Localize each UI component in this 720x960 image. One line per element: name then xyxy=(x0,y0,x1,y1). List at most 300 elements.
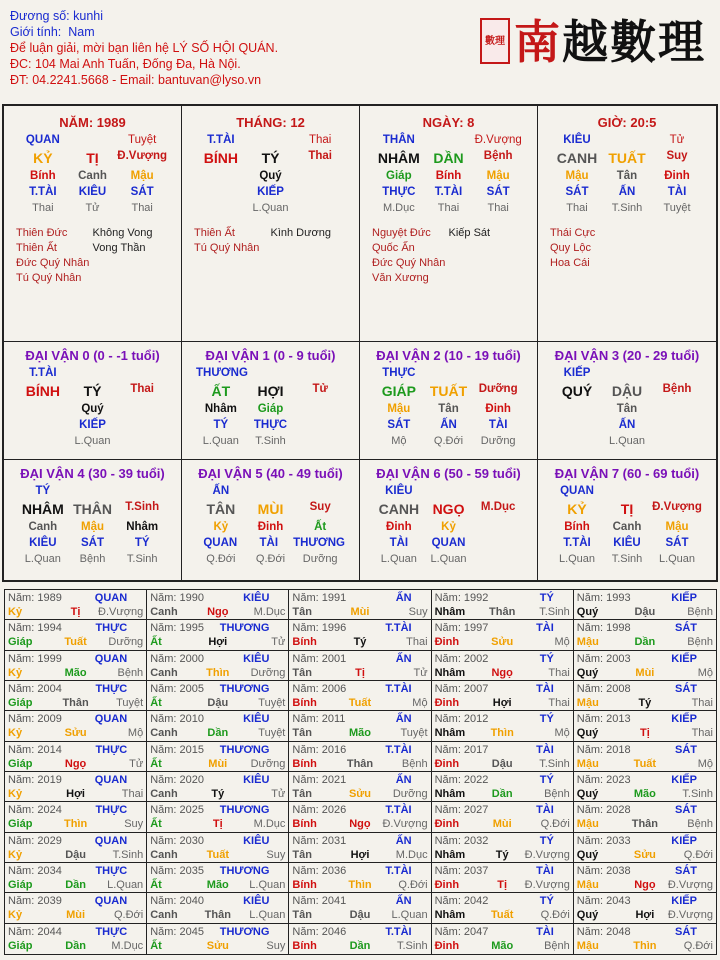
year-label: Năm: 2030 xyxy=(150,834,204,847)
row-phase-cell: Thai xyxy=(487,202,509,214)
year-cell xyxy=(147,651,289,681)
row-stem-cell: Dưỡng xyxy=(478,383,518,395)
year-cell xyxy=(147,590,289,620)
year-stem: Tân xyxy=(292,727,312,740)
year-bottom-row xyxy=(435,605,570,619)
pillar-title: NĂM: 1989 xyxy=(59,115,126,130)
year-ten-god: ẤN xyxy=(395,652,412,665)
row-ten xyxy=(182,367,359,379)
year-top-row xyxy=(292,743,427,757)
year-bottom-row xyxy=(435,726,570,740)
year-top-row xyxy=(150,652,285,666)
star-item: Thiên Đức xyxy=(16,227,68,239)
year-cell xyxy=(147,863,289,893)
row-hidden-ten-cell xyxy=(295,419,345,431)
year-ten-god: T.TÀI xyxy=(385,622,412,635)
row-hidden-cell xyxy=(552,403,602,415)
year-branch: Dần xyxy=(491,788,513,800)
year-phase: Tuyệt xyxy=(258,727,286,740)
year-stem: Bính xyxy=(292,636,317,649)
year-cell xyxy=(432,590,574,620)
row-hidden-cell: Bính xyxy=(435,170,462,182)
year-label: Năm: 2000 xyxy=(150,652,204,665)
row-hidden-ten xyxy=(182,186,359,198)
row-hidden xyxy=(182,170,359,182)
row-phase-cell: T.Sinh xyxy=(255,435,286,447)
owner-name: kunhi xyxy=(73,9,104,23)
row-phase-cell xyxy=(552,435,602,447)
year-bottom-row xyxy=(150,817,285,831)
logo-text: 南越數理 xyxy=(514,15,706,69)
star-item xyxy=(449,241,526,256)
row-hidden-cell: Canh xyxy=(28,521,58,533)
year-cell xyxy=(289,863,431,893)
year-stem: Mậu xyxy=(576,636,599,649)
year-phase: M.Dục xyxy=(395,848,428,861)
year-top-row xyxy=(292,712,427,726)
row-hidden-ten-cell: SÁT xyxy=(486,186,510,198)
star-item: Nguyệt Đức xyxy=(372,227,431,239)
year-ten-god: THƯƠNG xyxy=(219,683,270,695)
year-label: Năm: 2032 xyxy=(434,834,489,847)
year-branch: Thân xyxy=(62,697,89,709)
year-stem: Đinh xyxy=(434,697,460,709)
row-hidden-ten-cell: T.TÀI xyxy=(434,186,463,198)
row-phase-cell: Thai xyxy=(32,202,54,214)
year-cell xyxy=(289,772,431,802)
star-item xyxy=(449,271,526,286)
row-ten xyxy=(182,485,359,497)
row-hidden-ten-cell: SÁT xyxy=(665,537,689,549)
row-ten-cell xyxy=(424,367,474,379)
year-label: Năm: 2048 xyxy=(576,925,631,938)
year-label: Năm: 2047 xyxy=(434,925,489,938)
year-stem: Mậu xyxy=(576,697,599,709)
dai-van-cell xyxy=(182,460,360,580)
row-phase-cell: Q.Đới xyxy=(433,435,464,447)
row-stem-cell: CANH xyxy=(556,150,598,166)
year-cell xyxy=(574,802,716,832)
year-ten-god: ẤN xyxy=(395,834,412,847)
dai-van-title: ĐẠI VẬN 3 (20 - 29 tuổi) xyxy=(554,348,700,363)
row-hidden-cell: Ất xyxy=(314,521,327,533)
year-ten-god: SÁT xyxy=(674,865,697,877)
year-ten-god: KIÊU xyxy=(243,895,270,908)
row-phase xyxy=(538,202,716,214)
year-label: Năm: 1989 xyxy=(8,592,62,604)
gender-line: Giới tính: Nam xyxy=(10,25,95,39)
year-branch: Mão xyxy=(491,939,514,952)
year-phase: Đ.Vượng xyxy=(382,818,428,831)
row-stem-cell: BÍNH xyxy=(25,383,60,399)
row-phase xyxy=(360,202,537,214)
row-hidden-ten-cell: KIÊU xyxy=(613,537,641,549)
gender-value: Nam xyxy=(68,25,95,39)
row-hidden-cell xyxy=(295,403,345,415)
year-cell xyxy=(289,893,431,923)
year-top-row xyxy=(150,864,285,878)
year-bottom-row xyxy=(577,817,713,831)
row-phase-cell: T.Sinh xyxy=(611,553,643,565)
row-stem-cell: CANH xyxy=(378,501,420,517)
dai-van-cell xyxy=(538,460,716,580)
row-ten-cell xyxy=(117,485,167,497)
year-ten-god: KIÊU xyxy=(243,834,270,847)
year-stem: Ất xyxy=(150,757,162,770)
year-ten-god: SÁT xyxy=(674,683,697,695)
year-label: Năm: 2001 xyxy=(292,652,347,665)
year-phase: Mộ xyxy=(127,727,144,740)
year-branch: Hợi xyxy=(66,788,85,800)
year-cell xyxy=(5,924,147,954)
row-ten-cell: Tuyệt xyxy=(128,134,157,146)
year-label: Năm: 1999 xyxy=(8,652,62,665)
dai-van-title: ĐẠI VẬN 1 (0 - 9 tuổi) xyxy=(205,348,336,363)
year-bottom-row xyxy=(435,939,570,953)
year-ten-god: KIẾP xyxy=(671,713,697,726)
year-label: Năm: 2039 xyxy=(8,895,62,908)
year-phase: Tử xyxy=(129,757,144,770)
year-stem: Ất xyxy=(150,939,162,952)
row-hidden-ten-cell xyxy=(652,419,702,431)
year-bottom-row xyxy=(8,817,143,831)
year-cell xyxy=(432,863,574,893)
year-top-row xyxy=(435,773,570,787)
star-item: Thiên Ất xyxy=(194,227,235,239)
year-branch: Tị xyxy=(212,818,223,831)
year-ten-god: SÁT xyxy=(674,925,697,938)
year-label: Năm: 2038 xyxy=(576,865,631,877)
row-hidden-ten-cell: QUAN xyxy=(431,537,466,549)
year-stem: Canh xyxy=(150,606,178,618)
row-stem-cell: TÝ xyxy=(261,150,280,166)
row-stem-cell: DẦN xyxy=(433,150,464,166)
star-item: Hoa Cái xyxy=(550,257,590,269)
year-cell xyxy=(289,742,431,772)
year-branch: Mùi xyxy=(350,606,370,618)
row-stem-cell: Đ.Vượng xyxy=(117,150,168,162)
year-bottom-row xyxy=(8,787,143,801)
row-phase xyxy=(182,202,359,214)
year-cell xyxy=(574,924,716,954)
year-branch: Dần xyxy=(207,727,229,740)
year-phase: L.Quan xyxy=(391,909,428,922)
year-bottom-row xyxy=(150,696,285,710)
year-phase: Dưỡng xyxy=(392,788,428,800)
year-top-row xyxy=(8,864,143,878)
row-phase xyxy=(182,435,359,447)
row-stem-cell: GIÁP xyxy=(381,383,416,399)
row-ten-cell: ẤN xyxy=(212,485,230,497)
row-phase-cell: L.Quan xyxy=(380,553,417,565)
row-phase-cell: L.Quan xyxy=(74,435,111,447)
year-ten-god: QUAN xyxy=(94,895,128,908)
year-stem: Ất xyxy=(150,879,162,891)
year-phase: Thai xyxy=(691,697,713,709)
row-hidden-ten-cell: SÁT xyxy=(81,537,104,549)
year-bottom-row xyxy=(292,878,427,892)
row-hidden-cell: Đinh xyxy=(386,521,412,533)
row-phase-cell xyxy=(196,202,246,214)
year-branch: Mão xyxy=(633,788,656,800)
stars-list xyxy=(360,226,537,286)
year-stem: Kỷ xyxy=(8,788,23,800)
year-cell xyxy=(289,711,431,741)
year-branch: Thìn xyxy=(633,939,657,952)
year-label: Năm: 2014 xyxy=(8,743,62,756)
year-branch: Sửu xyxy=(348,788,371,800)
year-ten-god: TÝ xyxy=(539,592,554,604)
row-phase-cell: L.Quan xyxy=(558,553,596,565)
row-stem xyxy=(182,150,359,166)
owner-line: Đương số: kunhi xyxy=(10,9,104,23)
year-bottom-row xyxy=(292,696,427,710)
year-cell xyxy=(147,620,289,650)
row-stem-cell: ẤT xyxy=(211,383,231,399)
row-hidden-ten-cell: TÝ xyxy=(134,537,150,549)
year-stem: Quý xyxy=(576,666,599,679)
row-ten xyxy=(4,485,181,497)
row-ten-cell: QUAN xyxy=(560,485,594,497)
year-branch: Tuất xyxy=(206,848,229,861)
dai-van-title: ĐẠI VẬN 2 (10 - 19 tuổi) xyxy=(376,348,521,363)
row-phase-cell: L.Quan xyxy=(430,553,467,565)
year-top-row xyxy=(435,652,570,666)
year-branch: Dần xyxy=(65,939,86,952)
year-phase: Mộ xyxy=(697,666,713,679)
brand-logo xyxy=(480,4,712,76)
year-top-row xyxy=(8,652,143,666)
year-top-row xyxy=(435,834,570,848)
year-phase: Bệnh xyxy=(544,788,570,800)
year-label: Năm: 2045 xyxy=(150,925,204,938)
dai-van-title: ĐẠI VẬN 5 (40 - 49 tuổi) xyxy=(198,466,343,481)
year-phase: Q.Đới xyxy=(540,909,570,922)
year-phase: T.Sinh xyxy=(682,788,713,800)
year-stem: Ất xyxy=(150,697,162,709)
year-stem: Bính xyxy=(292,879,317,891)
year-bottom-row xyxy=(150,878,285,892)
row-stem-cell: NHÂM xyxy=(21,501,64,517)
row-ten-cell: QUAN xyxy=(25,134,60,146)
year-cell xyxy=(5,772,147,802)
row-hidden-ten xyxy=(182,419,359,431)
year-ten-god: TÝ xyxy=(539,652,554,665)
contact-address: ĐC: 104 Mai Anh Tuấn, Đống Đa, Hà Nội. xyxy=(10,57,241,71)
year-label: Năm: 1991 xyxy=(292,592,347,604)
year-branch: Dậu xyxy=(634,606,656,618)
year-ten-god: THƯƠNG xyxy=(219,865,270,877)
year-branch: Hợi xyxy=(208,636,228,649)
year-stem: Quý xyxy=(576,788,599,800)
row-phase-cell xyxy=(473,553,523,565)
year-branch: Tuất xyxy=(348,697,372,709)
year-stem: Tân xyxy=(292,666,312,679)
dai-van-cell xyxy=(360,460,538,580)
year-cell xyxy=(147,742,289,772)
row-ten-cell xyxy=(652,485,702,497)
year-branch: Dần xyxy=(65,879,86,891)
year-label: Năm: 2046 xyxy=(292,925,347,938)
year-label: Năm: 2002 xyxy=(434,652,489,665)
year-phase: L.Quan xyxy=(107,879,144,891)
row-stem-cell: KỶ xyxy=(33,150,53,166)
year-label: Năm: 2007 xyxy=(434,683,489,695)
year-top-row xyxy=(150,925,285,939)
year-top-row xyxy=(8,591,143,605)
year-cell xyxy=(5,711,147,741)
row-ten-cell xyxy=(424,485,474,497)
year-cell xyxy=(289,924,431,954)
row-hidden-ten xyxy=(4,186,181,198)
seal-stamp: 數理 xyxy=(480,18,510,64)
year-branch: Tị xyxy=(70,606,81,618)
year-cell xyxy=(5,893,147,923)
year-bottom-row xyxy=(150,908,285,922)
row-hidden-cell: Mậu xyxy=(387,403,411,415)
row-stem xyxy=(4,501,181,517)
year-phase: L.Quan xyxy=(249,909,286,922)
year-branch: Tị xyxy=(639,727,650,740)
year-ten-god: T.TÀI xyxy=(385,804,412,817)
year-cell xyxy=(432,620,574,650)
year-stem: Nhâm xyxy=(434,788,466,800)
year-top-row xyxy=(150,773,285,787)
year-bottom-row xyxy=(435,696,570,710)
year-branch: Thìn xyxy=(206,666,230,679)
row-ten-cell: KIẾP xyxy=(563,367,591,379)
year-label: Năm: 2022 xyxy=(434,774,489,786)
row-stem-cell: DẬU xyxy=(611,383,643,399)
year-bottom-row xyxy=(435,635,570,649)
row-ten xyxy=(4,134,181,146)
row-phase-cell: L.Quan xyxy=(202,435,239,447)
row-hidden xyxy=(182,521,359,533)
year-cell xyxy=(147,711,289,741)
row-ten xyxy=(538,485,716,497)
row-phase-cell: Tử xyxy=(85,202,100,214)
year-top-row xyxy=(577,591,713,605)
row-stem-cell: BÍNH xyxy=(203,150,238,166)
year-label: Năm: 2041 xyxy=(292,895,347,908)
row-hidden-cell: Nhâm xyxy=(126,521,159,533)
year-phase: Dưỡng xyxy=(250,757,286,770)
pillar-title: THÁNG: 12 xyxy=(236,115,305,130)
row-ten-cell xyxy=(473,367,523,379)
row-stem-cell: Suy xyxy=(309,501,331,513)
year-label: Năm: 1992 xyxy=(434,592,489,604)
row-phase-cell: L.Quan xyxy=(24,553,61,565)
row-phase-cell xyxy=(117,435,167,447)
row-stem-cell: KỶ xyxy=(567,501,587,517)
year-ten-god: SÁT xyxy=(674,804,697,817)
year-phase: Mộ xyxy=(412,697,428,709)
year-phase: Đ.Vượng xyxy=(98,606,144,618)
year-stem: Kỷ xyxy=(8,606,23,618)
year-bottom-row xyxy=(577,666,713,680)
row-hidden-cell: Mậu xyxy=(130,170,154,182)
pillars-grid xyxy=(2,104,718,582)
year-top-row xyxy=(8,925,143,939)
year-top-row xyxy=(292,925,427,939)
year-cell xyxy=(289,802,431,832)
year-phase: Tử xyxy=(271,636,286,649)
year-bottom-row xyxy=(292,848,427,862)
year-branch: Sửu xyxy=(633,848,656,861)
year-ten-god: KIẾP xyxy=(671,895,697,908)
row-hidden xyxy=(538,403,716,415)
year-ten-god: KIÊU xyxy=(243,713,270,726)
row-hidden xyxy=(360,170,537,182)
row-phase-cell: Dưỡng xyxy=(302,553,338,565)
row-ten-cell xyxy=(473,485,523,497)
year-stem: Nhâm xyxy=(434,909,466,922)
row-hidden-cell xyxy=(473,521,523,533)
year-cell xyxy=(574,681,716,711)
row-hidden-cell: Đinh xyxy=(664,170,690,182)
year-label: Năm: 2029 xyxy=(8,834,62,847)
star-item: Đức Quý Nhân xyxy=(372,257,446,269)
year-phase: Q.Đới xyxy=(113,909,144,922)
year-stem: Đinh xyxy=(434,939,460,952)
year-ten-god: THƯƠNG xyxy=(219,743,270,756)
year-label: Năm: 1995 xyxy=(150,622,204,635)
year-top-row xyxy=(292,803,427,817)
row-stem-cell: TỊ xyxy=(620,501,634,517)
pillar-cell xyxy=(182,106,360,342)
contact-phone-email: ĐT: 04.2241.5668 - Email: bantuvan@lyso.vn xyxy=(10,73,262,87)
row-stem-cell: NGỌ xyxy=(432,501,465,517)
row-hidden xyxy=(360,521,537,533)
row-hidden-ten-cell: ẤN xyxy=(618,186,636,198)
row-stem xyxy=(182,383,359,399)
year-bottom-row xyxy=(150,666,285,680)
year-bottom-row xyxy=(577,635,713,649)
row-ten xyxy=(360,134,537,146)
year-phase: Mộ xyxy=(554,727,570,740)
year-branch: Sửu xyxy=(64,727,87,740)
row-hidden-ten xyxy=(360,537,537,549)
row-hidden xyxy=(538,170,716,182)
year-top-row xyxy=(577,621,713,635)
year-branch: Dậu xyxy=(349,909,371,922)
year-ten-god: KIÊU xyxy=(243,652,270,665)
year-stem: Canh xyxy=(150,727,178,740)
row-phase-cell: Bệnh xyxy=(79,553,106,565)
row-ten-cell xyxy=(68,367,118,379)
row-stem xyxy=(360,150,537,166)
year-phase: Suy xyxy=(266,848,286,861)
dai-van-cell xyxy=(360,342,538,460)
row-phase-cell: Q.Đới xyxy=(206,553,236,565)
row-hidden-ten-cell xyxy=(117,419,167,431)
year-phase: Mộ xyxy=(697,757,713,770)
row-ten-cell xyxy=(246,134,296,146)
row-ten-cell xyxy=(295,485,345,497)
year-label: Năm: 1997 xyxy=(434,622,489,635)
year-cell xyxy=(432,802,574,832)
year-branch: Mùi xyxy=(208,757,228,770)
row-hidden-ten-cell xyxy=(552,419,602,431)
year-stem: Bính xyxy=(292,818,317,831)
year-top-row xyxy=(577,743,713,757)
year-stem: Đinh xyxy=(434,757,460,770)
row-phase xyxy=(360,553,537,565)
year-label: Năm: 1996 xyxy=(292,622,347,635)
year-cell xyxy=(289,833,431,863)
year-ten-god: QUAN xyxy=(94,652,128,665)
year-top-row xyxy=(292,834,427,848)
